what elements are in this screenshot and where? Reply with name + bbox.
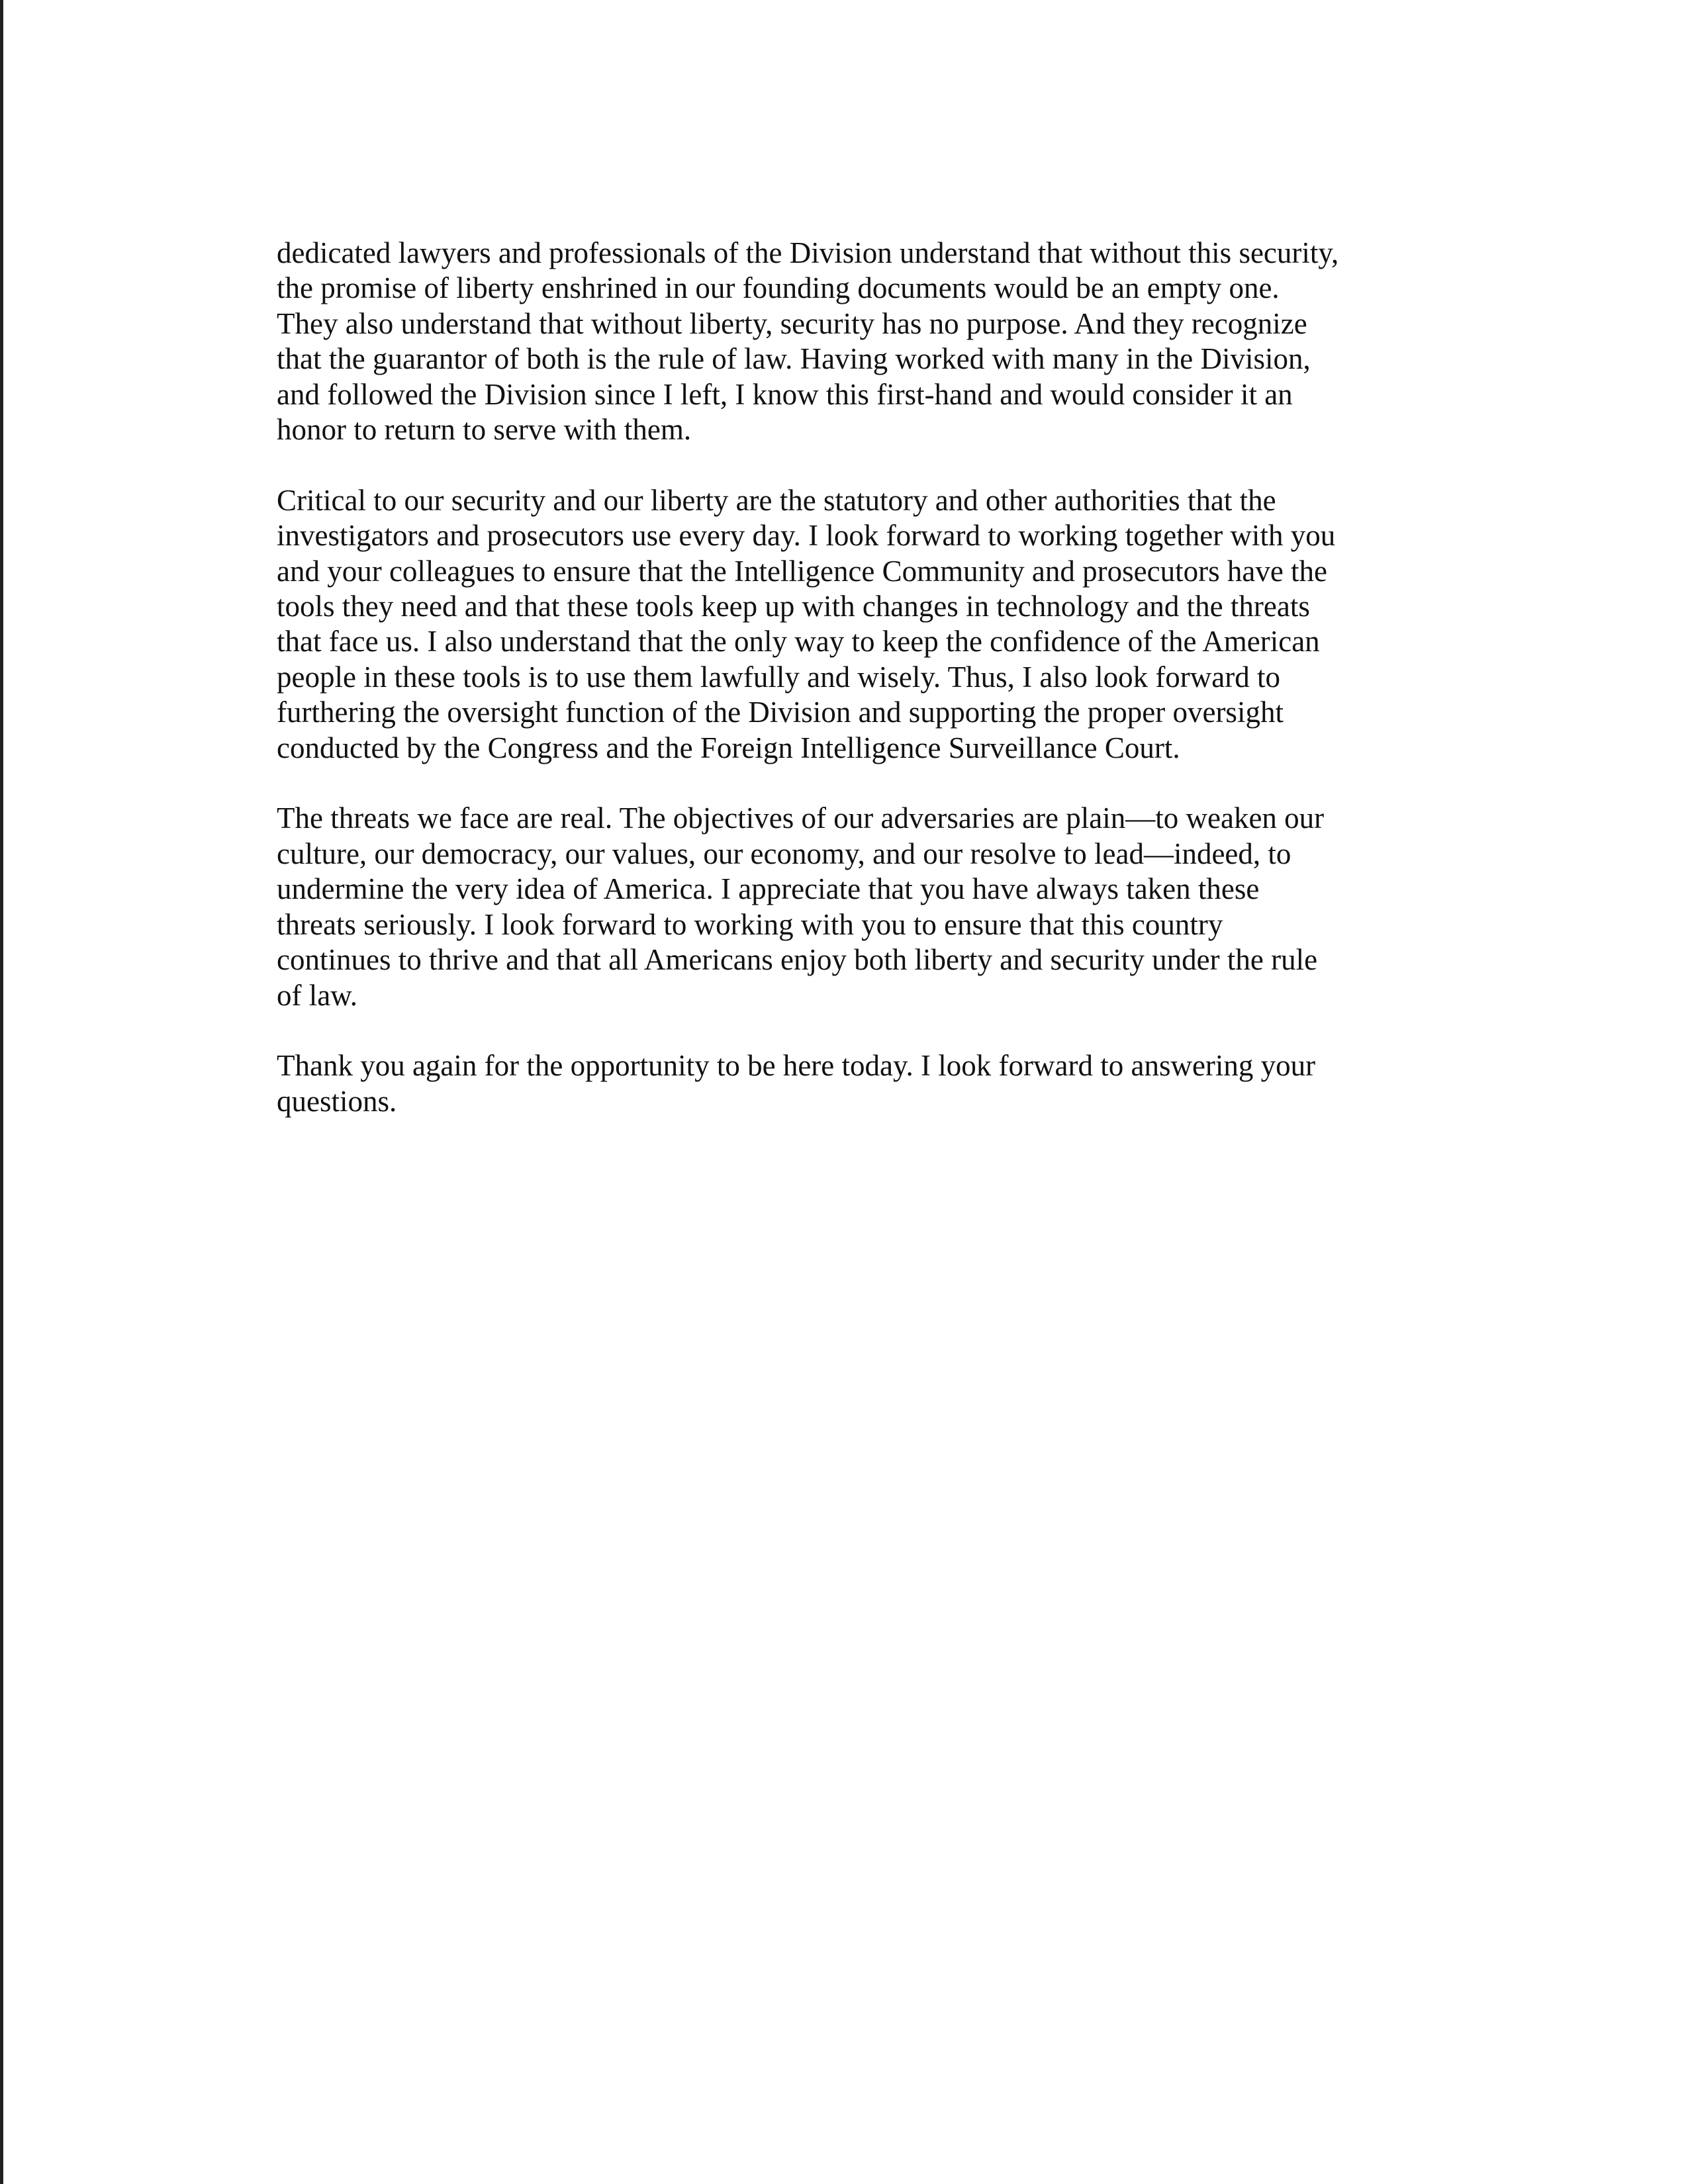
text-line: They also understand that without liberty, security has no purpose. And they recognize (277, 306, 1307, 340)
text-line: The threats we face are real. The objectives of our adversaries are plain—to weaken our (277, 801, 1325, 835)
text-line: continues to thrive and that all Americans enjoy both liberty and security under the rule (277, 943, 1318, 977)
paragraph (277, 236, 1338, 447)
paragraph (277, 801, 1338, 1013)
text-line: furthering the oversight function of the Division and supporting the proper oversight (277, 696, 1284, 729)
text-line: undermine the very idea of America. I appreciate that you have always taken these (277, 872, 1260, 906)
text-line: that face us. I also understand that the only way to keep the confidence of the American (277, 625, 1320, 659)
text-line: investigators and prosecutors use every day. I look forward to working together with you (277, 519, 1336, 553)
paragraph (277, 1048, 1338, 1119)
paragraph (277, 483, 1338, 766)
text-line: and your colleagues to ensure that the Intelligence Community and prosecutors have the (277, 554, 1328, 588)
text-line: people in these tools is to use them lawfully and wisely. Thus, I also look forward to (277, 660, 1281, 694)
text-line: and followed the Division since I left, I know this first-hand and would consider it an (277, 377, 1293, 411)
text-line: threats seriously. I look forward to working with you to ensure that this country (277, 907, 1223, 941)
text-line: Critical to our security and our liberty are the statutory and other authorities that the (277, 483, 1276, 517)
text-line: questions. (277, 1084, 397, 1118)
text-line: of law. (277, 978, 358, 1012)
scan-edge-line (0, 0, 3, 2184)
text-line: conducted by the Congress and the Foreign Intelligence Surveillance Court. (277, 731, 1180, 764)
text-line: that the guarantor of both is the rule of law. Having worked with many in the Division, (277, 342, 1311, 376)
text-line: culture, our democracy, our values, our economy, and our resolve to lead—indeed, to (277, 837, 1291, 870)
text-line: the promise of liberty enshrined in our founding documents would be an empty one. (277, 271, 1280, 305)
text-line: honor to return to serve with them. (277, 413, 692, 447)
text-line: dedicated lawyers and professionals of the Division understand that without this security, (277, 236, 1339, 269)
document-body (277, 236, 1338, 1155)
text-line: tools they need and that these tools keep up with changes in technology and the threats (277, 590, 1310, 623)
text-line: Thank you again for the opportunity to be here today. I look forward to answering your (277, 1049, 1316, 1083)
